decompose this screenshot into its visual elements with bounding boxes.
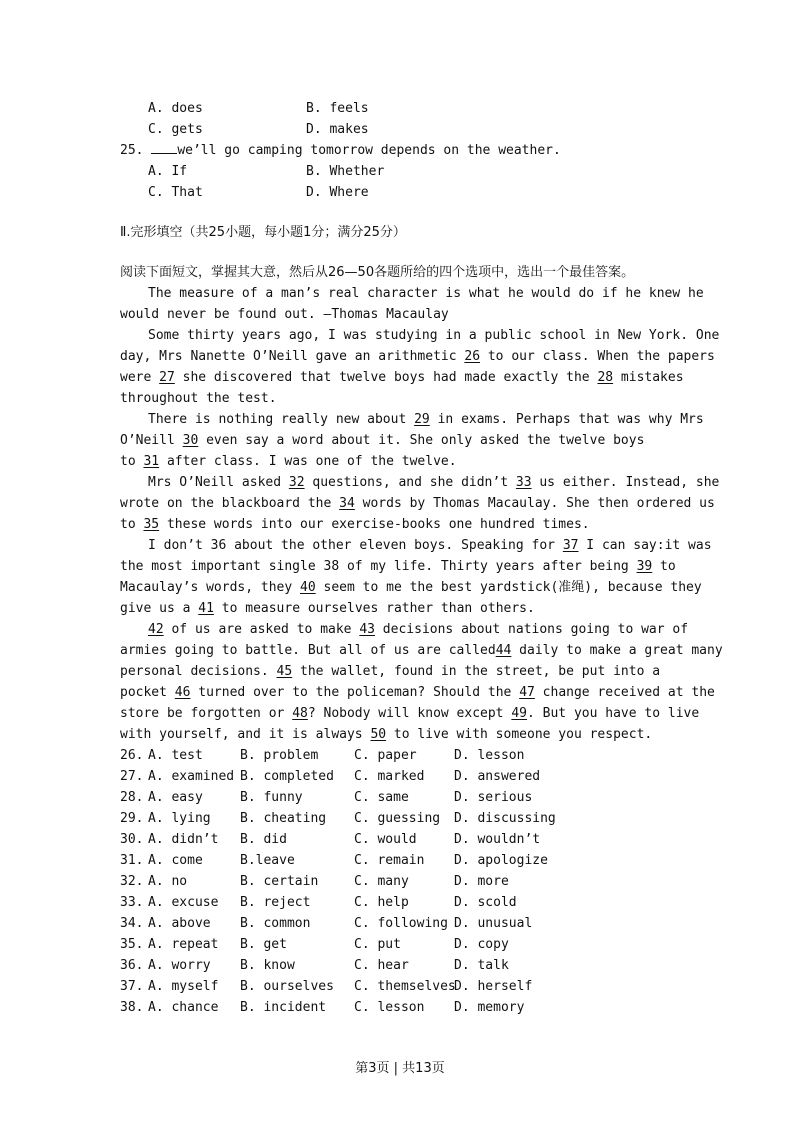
question-row: 38. A. chance B. incident C. lesson D. memory [120, 1000, 525, 1015]
blank-43: 43 [359, 622, 375, 637]
passage-line: armies going to battle. But all of us are called44 daily to make a great many [120, 643, 723, 658]
passage-line: 42 of us are asked to make 43 decisions about nations going to war of [148, 622, 689, 637]
blank-39: 39 [636, 559, 653, 574]
question-row: 37. A. myself B. ourselves C. themselves D. herself [120, 979, 533, 994]
passage-line: Macaulay’s words, they 40 seem to me the best yardstick(准绳), because they [120, 580, 702, 595]
blank-46: 46 [174, 685, 191, 700]
passage-line: personal decisions. 45 the wallet, found in the street, be put into a [120, 664, 661, 679]
blank-49: 49 [511, 706, 527, 721]
blank-44: 44 [495, 643, 512, 658]
blank-26: 26 [464, 349, 481, 364]
passage-line: wrote on the blackboard the 34 words by Thomas Macaulay. She then ordered us [120, 496, 715, 511]
question-row: 36. A. worry B. know C. hear D. talk [120, 958, 509, 973]
blank-37: 37 [562, 538, 579, 553]
passage-line: to 35 these words into our exercise-books one hundred times. [120, 517, 590, 532]
q24-option-d: D. makes [306, 122, 369, 137]
q25-option-a: A. If [148, 164, 188, 179]
passage-line: throughout the test. [120, 391, 277, 406]
passage-line: were 27 she discovered that twelve boys had made exactly the 28 mistakes [120, 370, 684, 385]
question-row: 30. A. didn’t B. did C. would D. wouldn’t [120, 832, 541, 847]
blank-40: 40 [300, 580, 316, 595]
blank-31: 31 [143, 454, 160, 469]
question-row: 34. A. above B. common C. following D. unusual [120, 916, 533, 931]
blank-30: 30 [182, 433, 199, 448]
q25-option-d: D. Where [306, 185, 369, 200]
passage-line: pocket 46 turned over to the policeman? Should the 47 change received at the [120, 685, 715, 700]
q25-option-c: C. That [148, 185, 203, 200]
blank-33: 33 [515, 475, 532, 490]
question-row: 26. A. test B. problem C. paper D. lesson [120, 748, 525, 763]
question-row: 27. A. examined B. completed C. marked D. answered [120, 769, 541, 784]
section-title: Ⅱ.完形填空（共25小题，每小题1分；满分25分） [120, 225, 406, 240]
blank-28: 28 [597, 370, 614, 385]
passage-line: There is nothing really new about 29 in exams. Perhaps that was why Mrs [148, 412, 704, 427]
question-row: 29. A. lying B. cheating C. guessing D. discussing [120, 811, 556, 826]
question-row: 33. A. excuse B. reject C. help D. scold [120, 895, 517, 910]
question-row: 32. A. no B. certain C. many D. more [120, 874, 509, 889]
q25-stem [120, 140, 561, 161]
q25-text: we’ll go camping tomorrow depends on the weather. [177, 143, 561, 158]
passage-quote-line: would never be found out. —Thomas Macaulay [120, 307, 449, 322]
blank-35: 35 [143, 517, 160, 532]
blank-34: 34 [339, 496, 355, 511]
passage-line: Some thirty years ago, I was studying in a public school in New York. One [148, 328, 720, 343]
passage-line: with yourself, and it is always 50 to live with someone you respect. [120, 727, 653, 742]
passage-line: to 31 after class. I was one of the twelve. [120, 454, 457, 469]
question-row: 31. A. come B.leave C. remain D. apologize [120, 853, 548, 868]
blank-32: 32 [288, 475, 305, 490]
passage-line: day, Mrs Nanette O’Neill gave an arithmetic 26 to our class. When the papers [120, 349, 715, 364]
passage-line: store be forgotten or 48? Nobody will know except 49. But you have to live [120, 706, 700, 721]
blank-29: 29 [414, 412, 430, 427]
passage-line: O’Neill 30 even say a word about it. She only asked the twelve boys [120, 433, 645, 448]
q24-option-b: B. feels [306, 101, 369, 116]
question-row: 35. A. repeat B. get C. put D. copy [120, 937, 509, 952]
blank-47: 47 [519, 685, 535, 700]
passage-line: I don’t 36 about the other eleven boys. Speaking for 37 I can say:it was [148, 538, 712, 553]
blank-50: 50 [370, 727, 387, 742]
passage-quote-line: The measure of a man’s real character is what he would do if he knew he [148, 286, 704, 301]
blank-42: 42 [148, 622, 164, 637]
q24-option-a: A. does [148, 101, 203, 116]
instructions: 阅读下面短文，掌握其大意，然后从26—50各题所给的四个选项中，选出一个最佳答案。 [120, 265, 635, 280]
blank-27: 27 [159, 370, 175, 385]
passage-line: Mrs O’Neill asked 32 questions, and she didn’t 33 us either. Instead, she [148, 475, 720, 490]
q24-option-c: C. gets [148, 122, 203, 137]
q25-number: 25. [120, 143, 144, 158]
q25-option-b: B. Whether [306, 164, 385, 179]
question-row: 28. A. easy B. funny C. same D. serious [120, 790, 533, 805]
blank-48: 48 [292, 706, 308, 721]
blank-45: 45 [276, 664, 293, 679]
passage-line: the most important single 38 of my life. Thirty years after being 39 to [120, 559, 676, 574]
blank-41: 41 [198, 601, 214, 616]
q25-blank [151, 141, 177, 154]
passage-line: give us a 41 to measure ourselves rather than others. [120, 601, 535, 616]
page-footer: 第3页 | 共13页 [355, 1061, 445, 1076]
